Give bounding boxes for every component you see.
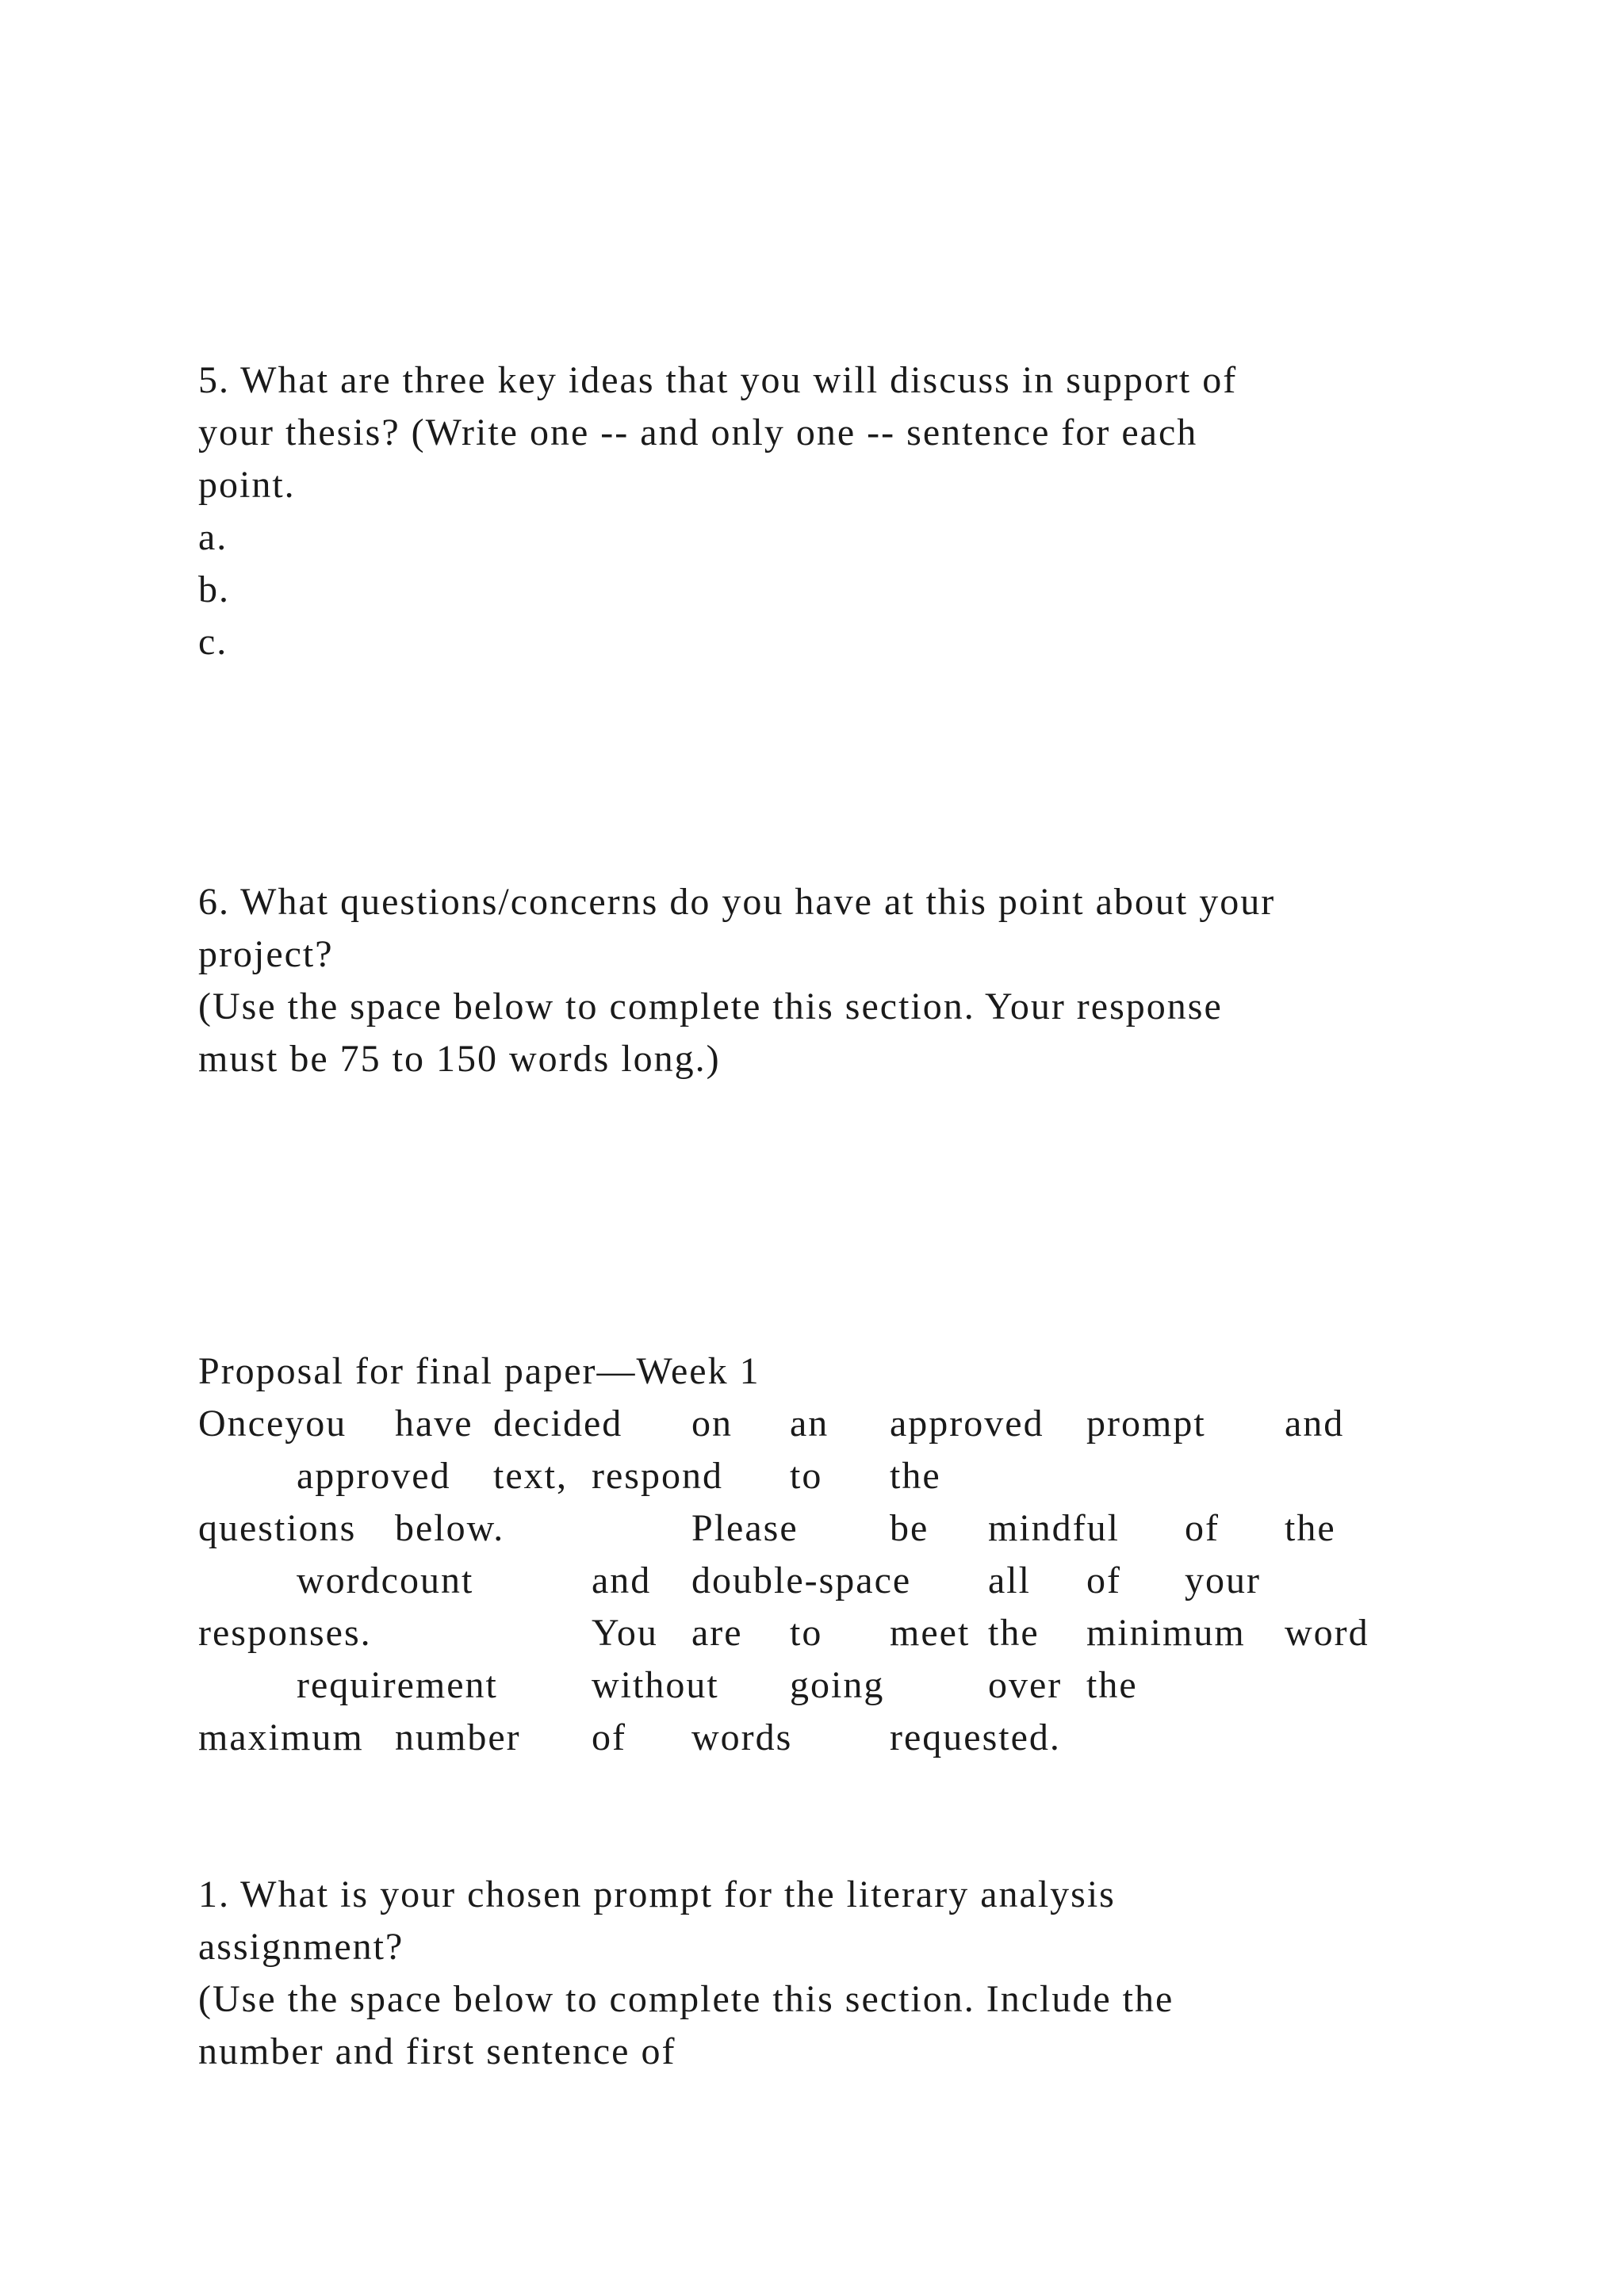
proposal-word: You (592, 1612, 658, 1654)
proposal-word: double-space (691, 1559, 912, 1601)
proposal-row-6 (0, 1659, 1624, 1712)
proposal-word: over (988, 1664, 1063, 1706)
proposal-word: of (1086, 1559, 1121, 1601)
proposal-row-4 (0, 1555, 1624, 1607)
proposal-word: all (988, 1559, 1031, 1601)
proposal-word: approved (890, 1402, 1044, 1445)
proposal-row-5 (0, 1607, 1624, 1659)
proposal-word: minimum (1086, 1612, 1246, 1654)
proposal-title: Proposal for final paper—Week 1 (198, 1350, 760, 1392)
proposal-word: of (1185, 1507, 1220, 1549)
q5-item-c: c. (198, 621, 228, 663)
proposal-word: prompt (1086, 1402, 1206, 1445)
proposal-word: be (890, 1507, 929, 1549)
q1-line-3: (Use the space below to complete this section. Include the (198, 1978, 1174, 2020)
proposal-word: the (988, 1612, 1040, 1654)
proposal-word: without (592, 1664, 719, 1706)
q5-item-b: b. (198, 568, 230, 610)
proposal-word: words (691, 1716, 793, 1758)
proposal-word: questions (198, 1507, 357, 1549)
proposal-word: word (1285, 1612, 1369, 1654)
proposal-word: respond (592, 1455, 723, 1497)
proposal-word: going (790, 1664, 885, 1706)
proposal-word: are (691, 1612, 743, 1654)
proposal-word: and (592, 1559, 652, 1601)
q1-line-1: 1. What is your chosen prompt for the literary analysis (198, 1873, 1116, 1915)
proposal-row-2 (0, 1450, 1624, 1502)
proposal-row-1 (0, 1398, 1624, 1450)
proposal-word: approved (297, 1455, 451, 1497)
proposal-word: and (1285, 1402, 1345, 1445)
q1-line-4: number and first sentence of (198, 2030, 676, 2072)
proposal-word: an (790, 1402, 829, 1445)
proposal-word: of (592, 1716, 626, 1758)
proposal-word: have (395, 1402, 473, 1445)
proposal-word: the (1285, 1507, 1336, 1549)
proposal-word: decided (493, 1402, 623, 1445)
proposal-word: text, (493, 1455, 568, 1497)
proposal-row-7 (0, 1712, 1624, 1764)
q1-line-2: assignment? (198, 1926, 404, 1968)
proposal-word: wordcount (297, 1559, 474, 1601)
proposal-word: on (691, 1402, 733, 1445)
proposal-word: maximum (198, 1716, 364, 1758)
q5-line-3: point. (198, 464, 296, 506)
q6-line-1: 6. What questions/concerns do you have at this point about your (198, 881, 1276, 923)
proposal-word: to (790, 1612, 823, 1654)
proposal-word: mindful (988, 1507, 1120, 1549)
proposal-word: Please (691, 1507, 799, 1549)
proposal-word: requirement (297, 1664, 498, 1706)
proposal-word: Onceyou (198, 1402, 347, 1445)
proposal-word: below. (395, 1507, 505, 1549)
proposal-word: number (395, 1716, 521, 1758)
proposal-word: your (1185, 1559, 1261, 1601)
q5-line-1: 5. What are three key ideas that you will discuss in support of (198, 359, 1238, 401)
proposal-row-3 (0, 1502, 1624, 1555)
q5-item-a: a. (198, 516, 228, 558)
q6-line-2: project? (198, 933, 334, 975)
q5-line-2: your thesis? (Write one -- and only one -- sentence for each (198, 411, 1198, 453)
proposal-word: responses. (198, 1612, 372, 1654)
proposal-word: the (890, 1455, 941, 1497)
q6-line-4: must be 75 to 150 words long.) (198, 1038, 721, 1080)
proposal-word: requested. (890, 1716, 1061, 1758)
proposal-word: meet (890, 1612, 971, 1654)
proposal-word: the (1086, 1664, 1138, 1706)
proposal-word: to (790, 1455, 823, 1497)
q6-line-3: (Use the space below to complete this section. Your response (198, 985, 1223, 1027)
